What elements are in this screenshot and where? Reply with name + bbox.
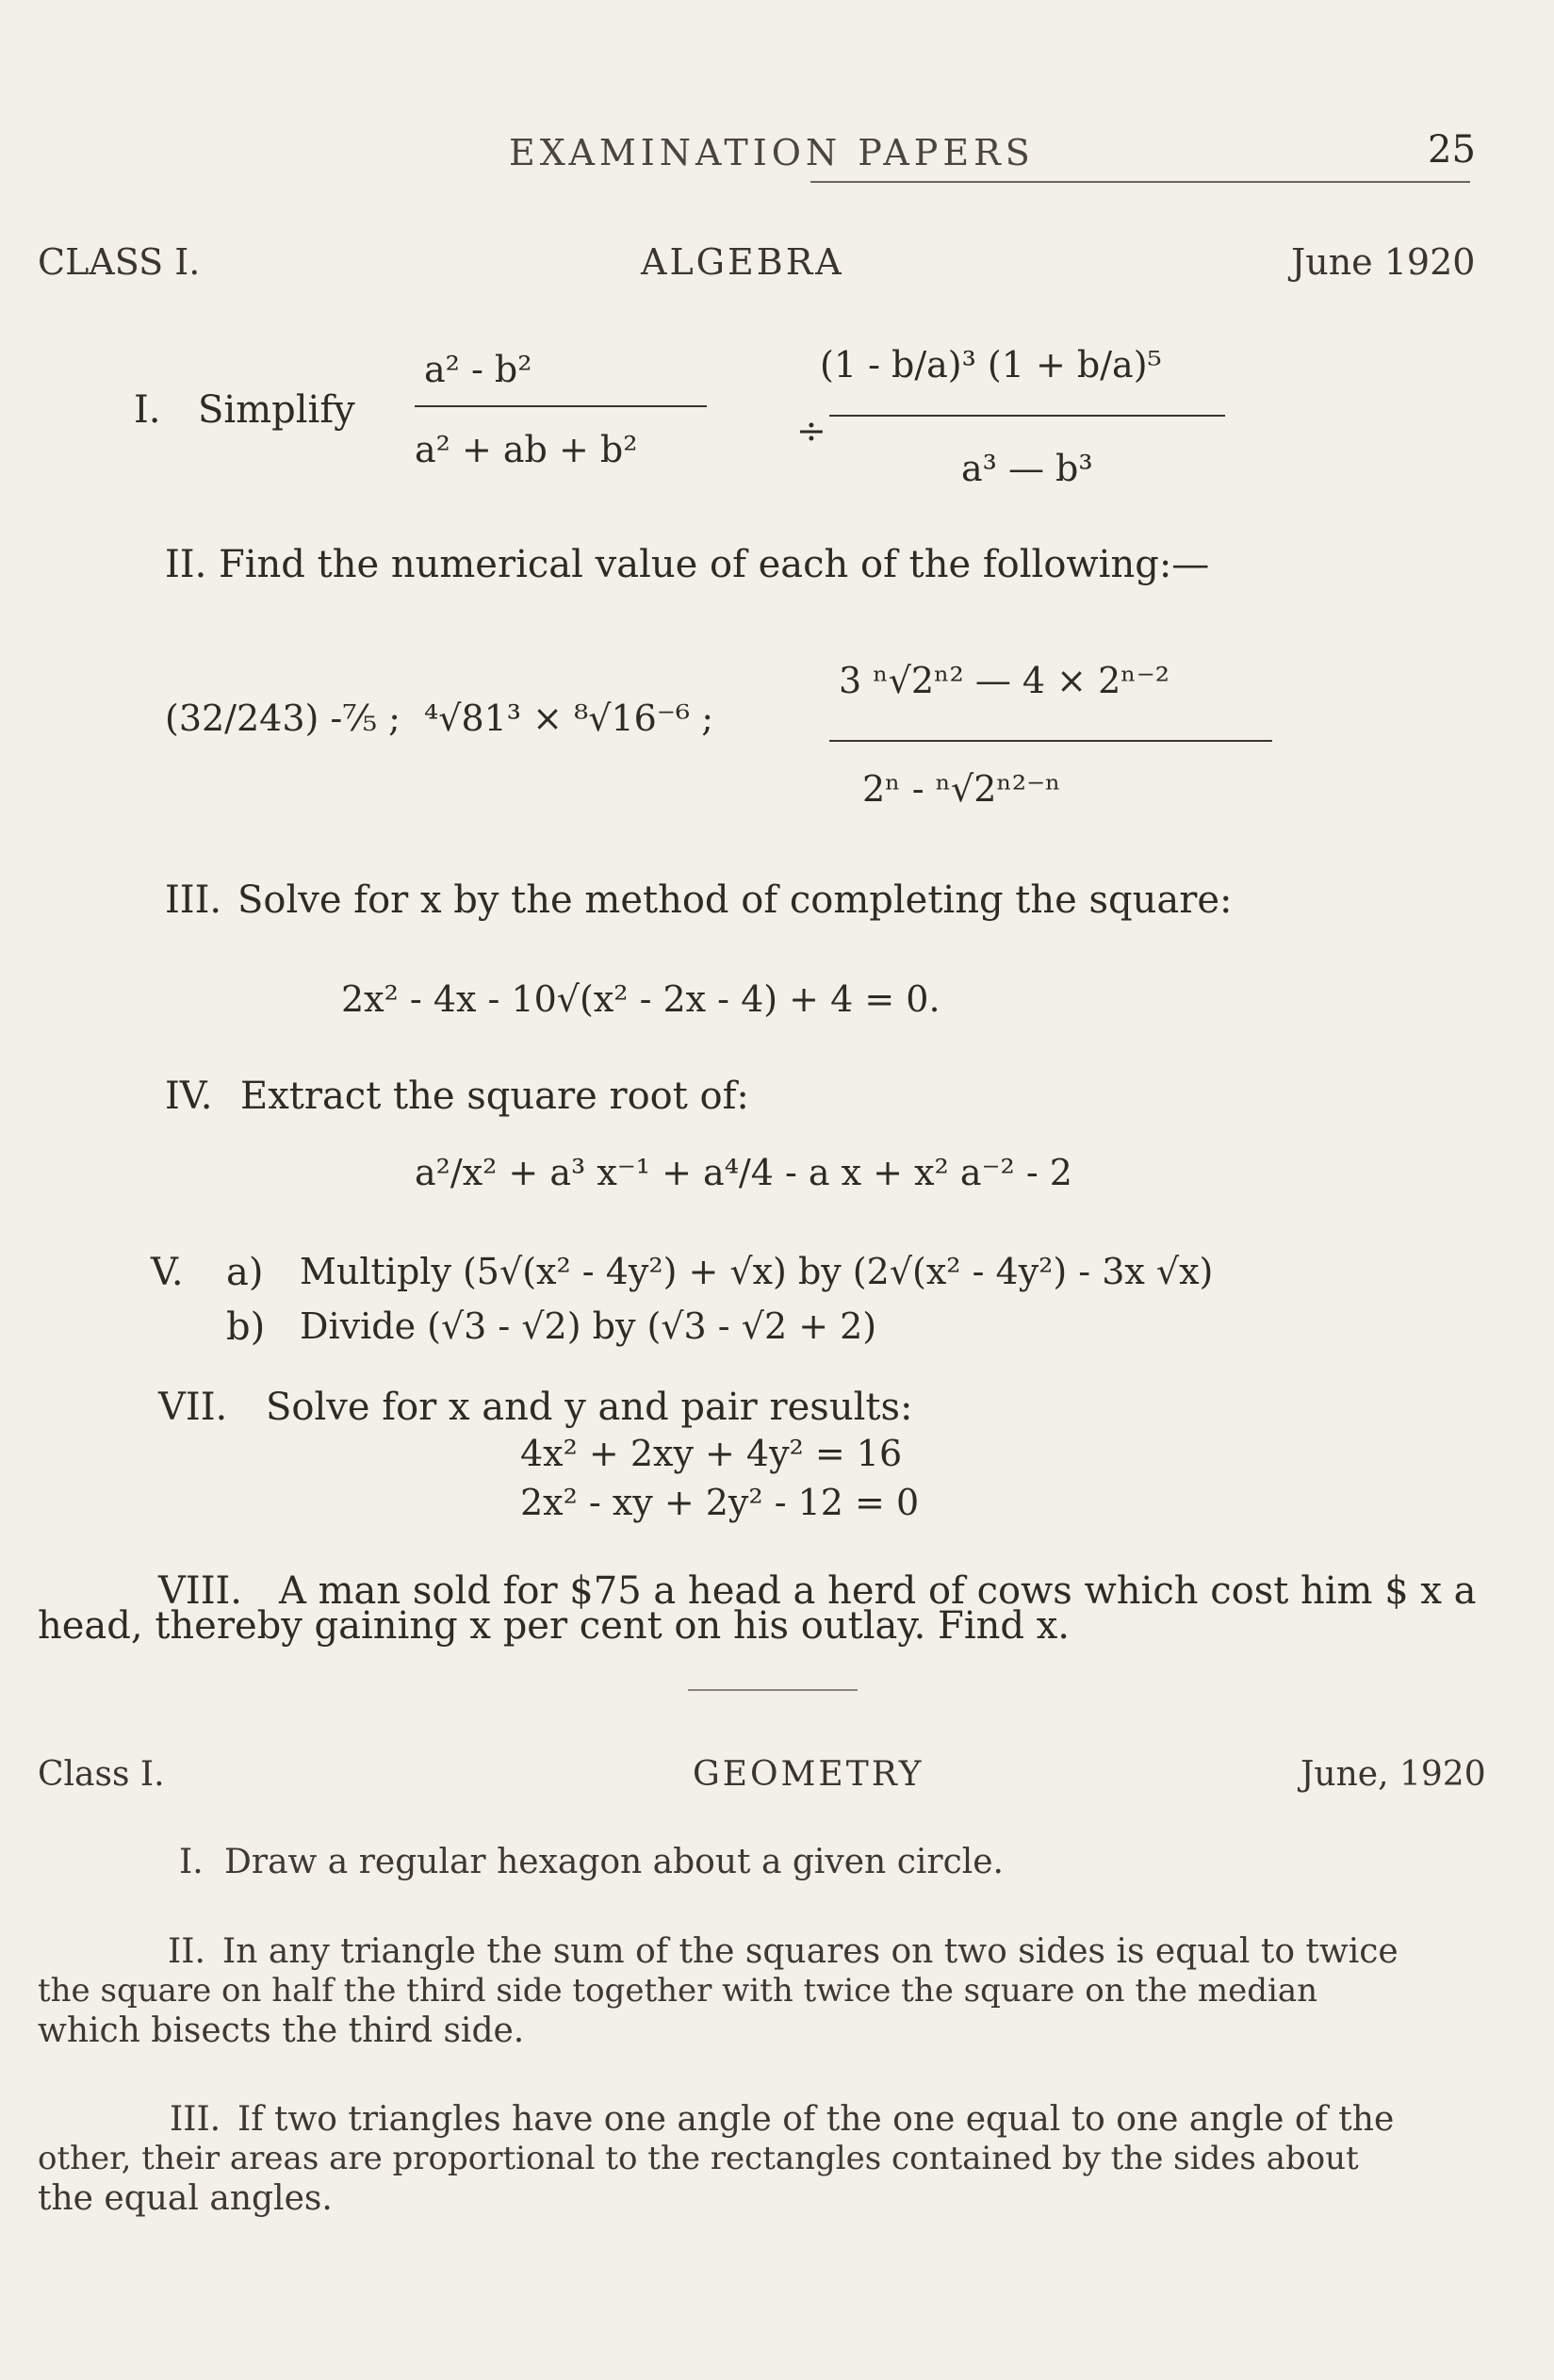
question-text: Find the numerical value of each of the following:— (219, 543, 1210, 586)
question-text: Solve for x by the method of completing the square: (237, 878, 1233, 922)
question-line-1: If two triangles have one angle of the one equal to one angle of the (237, 2100, 1395, 2139)
question-line-2: head, thereby gaining x per cent on his outlay. Find x. (38, 1604, 1070, 1648)
part-a-text: Multiply (5√(x² - 4y²) + √x) by (2√(x² - 4y²) - 3x √x) (300, 1251, 1214, 1292)
division-sign: ÷ (796, 410, 826, 451)
fraction-denominator: a² + ab + b² (415, 429, 638, 470)
part-b-label: b) (226, 1305, 266, 1349)
expression: a²/x² + a³ x⁻¹ + a⁴/4 - a x + x² a⁻² - 2 (415, 1152, 1072, 1193)
question-numeral: III. (170, 2100, 221, 2139)
equation-2: 2x² - xy + 2y² - 12 = 0 (520, 1482, 920, 1523)
algebra-subject: ALGEBRA (641, 241, 844, 283)
fraction-numerator-2: (1 - b/a)³ (1 + b/a)⁵ (820, 344, 1162, 386)
fraction-denominator-2: a³ — b³ (961, 448, 1093, 489)
part-a-label: a) (226, 1251, 264, 1294)
fraction-bar (829, 740, 1272, 742)
question-line-2: other, their areas are proportional to the rectangles contained by the sides about (38, 2140, 1359, 2177)
question-numeral: II. (165, 543, 207, 586)
running-head: EXAMINATION PAPERS (509, 132, 1035, 173)
geometry-class-label: Class I. (38, 1755, 165, 1794)
header-rule (810, 181, 1470, 183)
question-line: Draw a regular hexagon about a given circle. (224, 1843, 1004, 1881)
question-numeral: II. (168, 1932, 205, 1971)
question-numeral: III. (165, 878, 222, 922)
question-numeral: VII. (158, 1386, 228, 1429)
expression-fraction-power: (32/243) -⁷⁄₅ ; (165, 698, 401, 739)
question-line-2: the square on half the third side together with twice the square on the median (38, 1972, 1318, 2010)
question-text: Solve for x and y and pair results: (266, 1386, 913, 1429)
question-numeral: VIII. (158, 1569, 243, 1613)
fraction-numerator: 3 ⁿ√2ⁿ² — 4 × 2ⁿ⁻² (839, 660, 1170, 701)
page-number: 25 (1428, 128, 1476, 172)
fraction-bar-2 (829, 415, 1225, 417)
question-numeral: IV. (165, 1075, 213, 1118)
expression-radicals: ⁴√81³ × ⁸√16⁻⁶ ; (424, 698, 714, 739)
question-numeral: I. (179, 1843, 204, 1881)
equation-1: 4x² + 2xy + 4y² = 16 (520, 1433, 903, 1474)
geometry-subject: GEOMETRY (693, 1755, 924, 1794)
fraction-denominator: 2ⁿ - ⁿ√2ⁿ²⁻ⁿ (862, 768, 1061, 810)
equation: 2x² - 4x - 10√(x² - 2x - 4) + 4 = 0. (341, 978, 941, 1020)
question-line-1: In any triangle the sum of the squares on two sides is equal to twice (222, 1932, 1399, 1971)
question-line-3: which bisects the third side. (38, 2011, 525, 2050)
question-line-1: A man sold for $75 a head a herd of cows which cost him $ x a (279, 1569, 1477, 1613)
question-text: Simplify (198, 388, 355, 432)
question-text: Extract the square root of: (240, 1075, 749, 1118)
question-numeral: V. (151, 1251, 184, 1294)
fraction-bar (415, 405, 707, 407)
question-line-3: the equal angles. (38, 2179, 333, 2218)
question-numeral: I. (134, 388, 161, 432)
algebra-class-label: CLASS I. (38, 241, 201, 283)
geometry-date: June, 1920 (1300, 1755, 1486, 1794)
algebra-date: June 1920 (1291, 241, 1476, 283)
section-divider (688, 1689, 858, 1691)
fraction-numerator: a² - b² (424, 349, 532, 390)
part-b-text: Divide (√3 - √2) by (√3 - √2 + 2) (300, 1305, 877, 1347)
